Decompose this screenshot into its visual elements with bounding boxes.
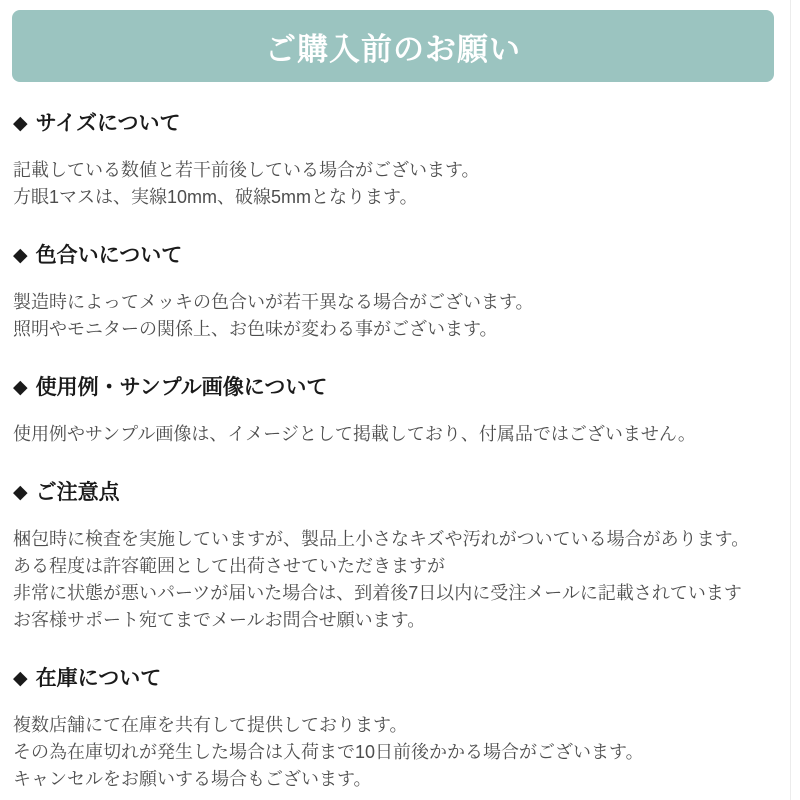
diamond-icon: ◆	[13, 113, 28, 134]
body-line: キャンセルをお願いする場合もございます。	[13, 769, 372, 789]
section-size	[13, 111, 774, 211]
body-line: 製造時によってメッキの色合いが若干異なる場合がございます。	[13, 292, 534, 312]
body-line: 梱包時に検査を実施していますが、製品上小さなキズや汚れがついている場合があります。	[13, 529, 750, 549]
body-line: 使用例やサンプル画像は、イメージとして掲載しており、付属品ではございません。	[13, 424, 696, 444]
section-body	[13, 289, 774, 343]
section-heading	[13, 243, 774, 268]
section-body	[13, 712, 774, 793]
body-line: 照明やモニターの関係上、お色味が変わる事がございます。	[13, 319, 498, 339]
section-stock	[13, 666, 774, 793]
banner-title: ご購入前のお願い	[265, 31, 521, 67]
diamond-icon: ◆	[13, 668, 28, 689]
section-heading-label: 使用例・サンプル画像について	[35, 376, 328, 399]
body-line: 複数店舗にて在庫を共有して提供しております。	[13, 715, 408, 735]
body-line: 非常に状態が悪いパーツが届いた場合は、到着後7日以内に受注メールに記載されています	[13, 583, 742, 603]
body-line: その為在庫切れが発生した場合は入荷まで10日前後かかる場合がございます。	[13, 742, 644, 762]
section-cautions	[13, 480, 774, 634]
section-body	[13, 421, 774, 448]
section-heading-label: 色合いについて	[35, 244, 183, 267]
diamond-icon: ◆	[13, 482, 28, 503]
right-edge-divider	[790, 0, 791, 800]
section-heading	[13, 111, 774, 136]
section-heading	[13, 666, 774, 691]
section-body	[13, 157, 774, 211]
section-sample-images	[13, 375, 774, 448]
body-line: 記載している数値と若干前後している場合がございます。	[13, 160, 480, 180]
section-heading-label: ご注意点	[35, 481, 120, 504]
body-line: お客様サポート宛てまでメールお問合せ願います。	[13, 610, 426, 630]
section-heading	[13, 375, 774, 400]
section-color	[13, 243, 774, 343]
body-line: ある程度は許容範囲として出荷させていただきますが	[13, 556, 445, 576]
section-heading	[13, 480, 774, 505]
body-line: 方眼1マスは、実線10mm、破線5mmとなります。	[13, 187, 418, 207]
notice-content	[0, 82, 800, 793]
banner	[12, 10, 774, 82]
section-heading-label: 在庫について	[35, 667, 162, 690]
diamond-icon: ◆	[13, 377, 28, 398]
diamond-icon: ◆	[13, 245, 28, 266]
section-body	[13, 526, 774, 634]
section-heading-label: サイズについて	[35, 112, 181, 135]
